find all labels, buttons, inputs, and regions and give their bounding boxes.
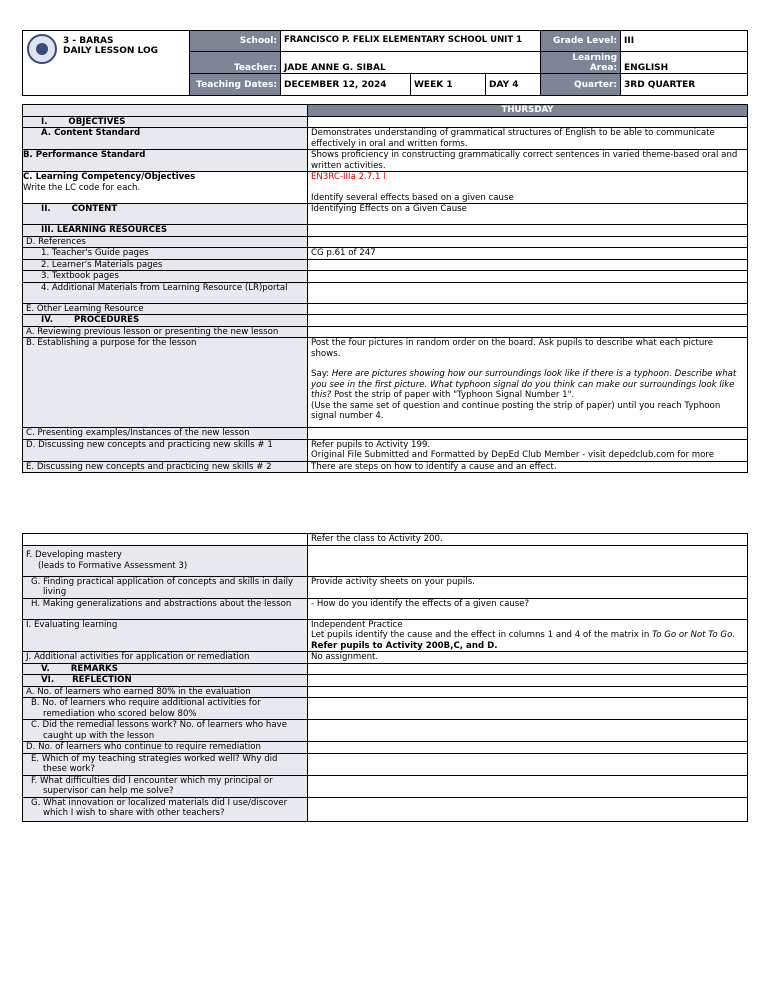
reflection-c: C. Did the remedial lessons work? No. of learners who have caught up with the lesson	[23, 720, 308, 742]
area-label: Learning Area:	[541, 52, 621, 74]
am-label: 4. Additional Materials from Learning Resource (LR)portal	[23, 282, 308, 303]
date-value: DECEMBER 12, 2024	[281, 74, 411, 96]
content-standard-text: Demonstrates understanding of grammatical structures of English to be able to communicate effectively in oral and written forms.	[308, 128, 748, 150]
day-header: THURSDAY	[308, 105, 748, 117]
resources-heading: III. LEARNING RESOURCES	[23, 225, 308, 237]
performance-standard-label: B. Performance Standard	[23, 150, 308, 172]
practical-text: Provide activity sheets on your pupils.	[308, 576, 748, 598]
additional-label: J. Additional activities for application or remediation	[23, 652, 308, 664]
reflection-b: B. No. of learners who require additional activities for remediation who scored below 80%	[23, 698, 308, 720]
school-label: School:	[190, 31, 281, 52]
lc-value-cell	[308, 172, 748, 204]
quarter-value: 3RD QUARTER	[621, 74, 748, 96]
discuss1-cell	[308, 439, 748, 461]
day-value: DAY 4	[486, 74, 541, 96]
tb-label: 3. Textbook pages	[23, 271, 308, 283]
procedures-heading: IV. PROCEDURES	[23, 315, 308, 327]
discuss1-text: Refer pupils to Activity 199.	[311, 439, 431, 450]
doc-title: DAILY LESSON LOG	[63, 46, 158, 56]
content-heading: II. CONTENT	[23, 204, 308, 225]
content-text: Identifying Effects on a Given Cause	[308, 204, 748, 225]
eval-text-1: Independent Practice	[311, 619, 403, 630]
week-value: WEEK 1	[411, 74, 486, 96]
lesson-table-part1	[22, 104, 748, 473]
header-logo-cell	[23, 31, 190, 96]
purpose-cell	[308, 338, 748, 428]
remarks-heading: V. REMARKS	[23, 663, 308, 675]
discuss2-text: There are steps on how to identify a cause and an effect.	[308, 461, 748, 473]
header-table	[22, 30, 748, 96]
lc-text: Identify several effects based on a given cause	[311, 192, 514, 203]
mastery-cell	[23, 545, 308, 576]
lc-cell	[23, 172, 308, 204]
lc-label: C. Learning Competency/Objectives	[23, 172, 196, 182]
reflection-e: E. Which of my teaching strategies worked well? Why did these work?	[23, 753, 308, 775]
reflection-a: A. No. of learners who earned 80% in the evaluation	[23, 686, 308, 698]
school-value: FRANCISCO P. FELIX ELEMENTARY SCHOOL UNIT 1	[281, 31, 541, 52]
section-name: 3 - BARAS	[63, 36, 114, 46]
eval-cell	[308, 619, 748, 652]
general-text: - How do you identify the effects of a given cause?	[308, 598, 748, 619]
present-label: C. Presenting examples/Instances of the new lesson	[23, 428, 308, 440]
reflection-f: F. What difficulties did I encounter which my principal or supervisor can help me solve?	[23, 775, 308, 797]
reflection-heading: VI. REFLECTION	[23, 675, 308, 687]
grade-label: Grade Level:	[541, 31, 621, 52]
mastery-label: F. Developing mastery	[26, 550, 122, 560]
reflection-d: D. No. of learners who continue to require remediation	[23, 742, 308, 754]
quarter-label: Quarter:	[541, 74, 621, 96]
tg-value: CG p.61 of 247	[308, 248, 748, 260]
deped-seal-icon	[27, 34, 57, 64]
objectives-heading: I. OBJECTIVES	[23, 116, 308, 128]
watermark-text: Original File Submitted and Formatted by DepEd Club Member - visit depedclub.com for more	[311, 450, 715, 460]
dates-label: Teaching Dates:	[190, 74, 281, 96]
lc-sub: Write the LC code for each.	[23, 182, 141, 193]
grade-value: III	[621, 31, 748, 52]
purpose-text-1: Post the four pictures in random order on the board. Ask pupils to describe what each picture shows.	[311, 338, 714, 359]
general-label: H. Making generalizations and abstractions about the lesson	[23, 598, 308, 619]
lc-code: EN3RC-IIIa 2.7.1 l	[311, 172, 386, 182]
tg-label: 1. Teacher's Guide pages	[23, 248, 308, 260]
olr-label: E. Other Learning Resource	[23, 303, 308, 315]
content-standard-label: A. Content Standard	[23, 128, 308, 150]
purpose-text-2: Say: Here are pictures showing how our surroundings look like if there is a typhoon. Describe what you see in the first picture. What typhoon signal do you think can make our surroundings look like this? Post the strip of paper with "Typhoon Signal Number 1".	[311, 369, 737, 400]
area-value: ENGLISH	[621, 52, 748, 74]
lesson-table-part2	[22, 533, 748, 822]
reflection-g: G. What innovation or localized materials did I use/discover which I wish to share with other teachers?	[23, 797, 308, 821]
eval-label: I. Evaluating learning	[23, 619, 308, 652]
review-label: A. Reviewing previous lesson or presenting the new lesson	[23, 326, 308, 338]
discuss1-label: D. Discussing new concepts and practicing new skills # 1	[23, 439, 308, 461]
discuss2-label: E. Discussing new concepts and practicing new skills # 2	[23, 461, 308, 473]
performance-standard-text: Shows proficiency in constructing grammatically correct sentences in varied theme-based oral and written activities.	[308, 150, 748, 172]
purpose-label: B. Establishing a purpose for the lesson	[23, 338, 308, 428]
continued-text: Refer the class to Activity 200.	[308, 534, 748, 546]
additional-text: No assignment.	[308, 652, 748, 664]
references-label: D. References	[23, 236, 308, 248]
lm-label: 2. Learner's Materials pages	[23, 259, 308, 271]
teacher-value: JADE ANNE G. SIBAL	[281, 52, 541, 74]
teacher-label: Teacher:	[190, 52, 281, 74]
purpose-text-3: (Use the same set of question and continue posting the strip of paper) until you reach Typhoon signal number 4.	[311, 400, 721, 421]
practical-label: G. Finding practical application of concepts and skills in daily living	[23, 576, 308, 598]
mastery-sub: (leads to Formative Assessment 3)	[38, 560, 188, 571]
eval-text-2: Let pupils identify the cause and the effect in columns 1 and 4 of the matrix in To Go or Not To Go. Refer pupils to Activity 200B,C, and D.	[311, 630, 736, 651]
